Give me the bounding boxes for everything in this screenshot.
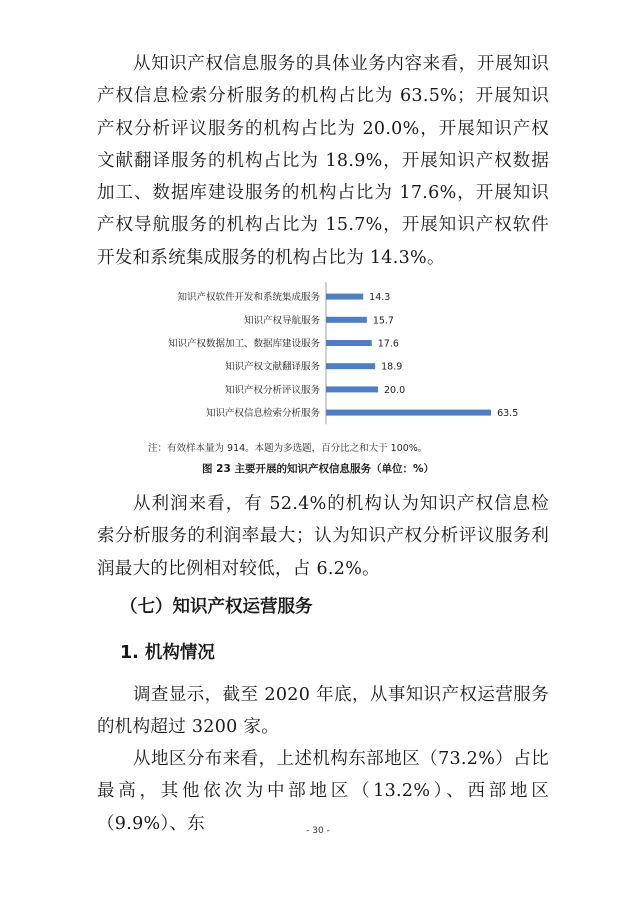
value-label: 17.6 (377, 338, 399, 350)
bar (326, 340, 372, 346)
subsection-heading: 1. 机构情况 (120, 643, 215, 663)
paragraph-service-content: 从知识产权信息服务的具体业务内容来看，开展知识产权信息检索分析服务的机构占比为 63.5%；开展知识产权分析评议服务的机构占比为 20.0%，开展知识产权文献翻译服务的机构占比为 18.9%，开展知识产权数据加工、数据库建设服务的机构占比为 17.6%，开展知识产权导航服务的机构占比为 15.7%，开展知识产权软件开发和系统集成服务的机构占比为 14.3%。 (97, 54, 549, 268)
category-label: 知识产权分析评议服务 (224, 384, 320, 396)
category-label: 知识产权信息检索分析服务 (205, 408, 320, 420)
bar (326, 386, 378, 392)
figure-caption: 图 23 主要开展的知识产权信息服务（单位：%） (202, 463, 434, 475)
bar (326, 363, 375, 369)
section-heading: （七）知识产权运营服务 (120, 597, 313, 617)
category-label: 知识产权导航服务 (243, 315, 320, 327)
paragraph-survey: 调查显示，截至 2020 年底，从事知识产权运营服务的机构超过 3200 家。 (97, 685, 549, 738)
category-label: 知识产权数据加工、数据库建设服务 (167, 338, 320, 350)
figure-note: 注：有效样本量为 914。本题为多选题，百分比之和大于 100%。 (148, 443, 428, 454)
paragraph-profit: 从利润来看，有 52.4%的机构认为知识产权信息检索分析服务的利润率最大；认为知识产权分析评议服务利润最大的比例相对较低，占 6.2%。 (97, 494, 549, 579)
value-label: 63.5 (497, 408, 519, 420)
value-label: 15.7 (372, 315, 394, 327)
bar-chart (140, 282, 520, 430)
bar (326, 317, 367, 323)
category-label: 知识产权软件开发和系统集成服务 (177, 292, 320, 304)
page-number: - 30 - (306, 826, 330, 836)
bar (326, 410, 491, 416)
value-label: 18.9 (381, 361, 403, 373)
paragraph-region: 从地区分布来看，上述机构东部地区（73.2%）占比最高，其他依次为中部地区（13.2%）、西部地区（9.9%）、东 (97, 749, 549, 834)
bar (326, 294, 363, 300)
value-label: 14.3 (369, 292, 391, 304)
category-label: 知识产权文献翻译服务 (224, 361, 320, 373)
value-label: 20.0 (384, 384, 406, 396)
